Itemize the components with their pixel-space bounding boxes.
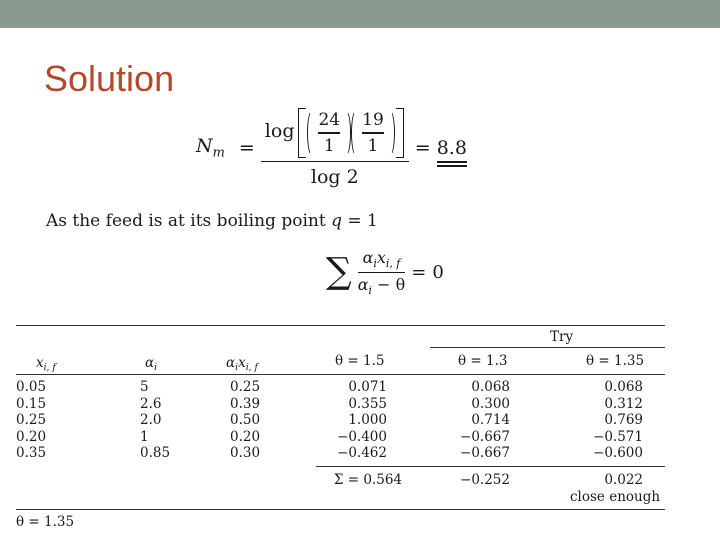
header-alpha: $\alpha_i$ (145, 355, 158, 374)
header-theta-2: θ = 1.3 (458, 353, 508, 369)
table-cell-t3: 0.312 (604, 395, 643, 412)
table-footer: θ = 1.35 (16, 514, 75, 530)
table-cell-ax: 0.39 (230, 395, 261, 412)
nm-lhs: $N_m$ (196, 135, 225, 161)
nm-result: 8.8 (437, 137, 467, 159)
table-cell-t3: 0.068 (604, 379, 643, 395)
table-cell-t1: 0.355 (348, 395, 387, 412)
fraction-24-1: 24 1 (318, 110, 341, 156)
header-theta-3: θ = 1.35 (586, 353, 645, 369)
slide-title: Solution (44, 58, 175, 99)
sum-fraction: $\alpha_ix_{i, f}$ $\alpha_i - \theta$ (357, 248, 406, 297)
table-cell-alpha: 0.85 (140, 445, 171, 462)
nm-fraction (261, 108, 409, 188)
table-cell-t1: −0.400 (337, 428, 387, 445)
sum-theta-2: −0.252 (460, 472, 510, 488)
table-cell-t2: −0.667 (460, 428, 510, 445)
sum-rule (316, 466, 665, 467)
table-cell-t1: 1.000 (348, 412, 387, 429)
table-cell-t2: −0.667 (460, 445, 510, 462)
header-rule (16, 374, 665, 375)
table-cell-ax: 0.30 (230, 445, 261, 462)
table-cell-ax: 0.25 (230, 379, 261, 395)
table-cell-alpha: 2.0 (140, 412, 162, 429)
table-cell-t2: 0.068 (471, 379, 510, 395)
sum-rhs: 0 (432, 261, 444, 283)
table-cell-alpha: 5 (140, 379, 149, 395)
table-cell-alpha: 2.6 (140, 395, 162, 412)
header-alpha-x: $\alpha_ix_{i, f}$ (226, 355, 258, 374)
table-cell-x: 0.15 (16, 395, 47, 412)
sum-equation: ∑ $\alpha_ix_{i, f}$ $\alpha_i - \theta$ = 0 (326, 248, 444, 297)
table-cell-x: 0.35 (16, 445, 47, 462)
table-cell-x: 0.25 (16, 412, 47, 429)
table-cell-x: 0.05 (16, 379, 47, 395)
table-cell-t3: −0.600 (593, 445, 643, 462)
table-cell-ax: 0.50 (230, 412, 261, 429)
top-accent-bar (0, 0, 720, 28)
table-cell-t3: 0.769 (604, 412, 643, 429)
try-label: Try (550, 329, 574, 345)
sum-theta-3: 0.022 (604, 472, 643, 488)
table-cell-alpha: 1 (140, 428, 149, 445)
nm-equation: $N_m$ = log 24 1 19 1 log 2 = 8.8 (196, 108, 467, 188)
sum-theta-1: Σ = 0.564 (333, 472, 402, 488)
feed-statement: As the feed is at its boiling point q = 1 (46, 211, 378, 231)
equals-sign: = (238, 137, 255, 160)
table-cell-ax: 0.20 (230, 428, 261, 445)
fraction-19-1: 19 1 (362, 110, 384, 156)
table-bottom-rule (16, 509, 665, 510)
log-word: log (264, 120, 295, 142)
header-x: $x_{i, f}$ (36, 355, 56, 374)
header-theta-1: θ = 1.5 (335, 353, 385, 369)
table-cell-t1: 0.071 (348, 379, 387, 395)
table-cell-t1: −0.462 (337, 445, 387, 462)
nm-denominator: log 2 (310, 166, 359, 189)
sigma-symbol: ∑ (326, 251, 352, 293)
table-cell-x: 0.20 (16, 428, 47, 445)
table-cell-t2: 0.300 (471, 395, 510, 412)
table-cell-t2: 0.714 (471, 412, 510, 429)
table-cell-t3: −0.571 (593, 428, 643, 445)
try-rule (430, 347, 665, 348)
table-top-rule (16, 325, 665, 326)
close-enough-note: close enough (570, 489, 661, 505)
